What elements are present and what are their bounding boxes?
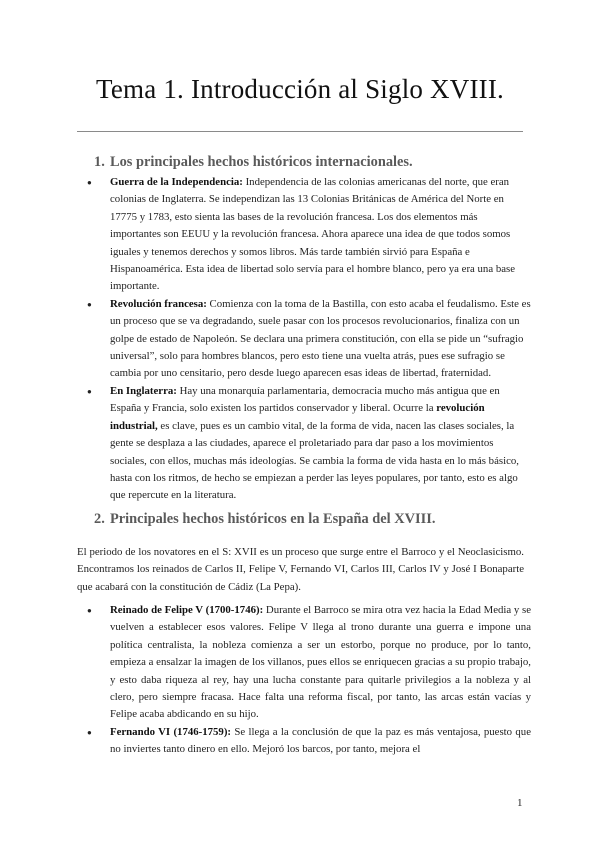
section-2-title: Principales hechos históricos en la España del XVIII. (110, 511, 436, 527)
list-item (81, 602, 531, 724)
section-1-list (81, 174, 531, 505)
section-2-number: 2. (94, 511, 105, 527)
item-text: Durante el Barroco se mira otra vez hacia la Edad Media y se vuelven a establecer esos valores. Felipe V llega al trono durante una guerra e impone una política centralista, la nobleza comienza a ser un estorbo, porque no produce, por lo tanto, empieza a ensalzar la imagen de los villanos, pues ellos se enriquecen gracias a su propio trabajo, y esto daba riqueza al rey, hay una lucha constante para quitarle privilegios a la nobleza y al clero, pero siempre fracasa. Hace falta una reforma fiscal, por tanto, las arcas están vacías y Felipe acaba abdicando en su hijo. (110, 604, 531, 721)
item-term: Revolución francesa: (110, 297, 207, 310)
item-term: Reinado de Felipe V (1700-1746): (110, 604, 264, 616)
title-divider (77, 131, 523, 132)
section-2-intro: El periodo de los novatores en el S: XVII es un proceso que surge entre el Barroco y el Neoclasicismo. Encontramos los reinados de Carlos II, Felipe V, Fernando VI, Carlos III, Carlos IV y José I Bonaparte que acabará con la constitución de Cádiz (La Pepa). (77, 546, 524, 593)
item-term: Guerra de la Independencia: (110, 176, 243, 188)
section-1-number: 1. (94, 154, 105, 170)
item-text: Independencia de las colonias americanas del norte, que eran colonias de Inglaterra. Se independizan las 13 Colonias Británicas de América del Norte en 17775 y 1783, esto sienta las bases de la revolución francesa. Los dos elementos más importantes son EEUU y la revolución francesa. Ahora aparece una idea de que todos somos iguales y tenemos derechos y somos libros. Más tarde también sirvió para España e Hispanoamérica. Esta idea de libertad solo servía para el hombre blanco, pero ya era una base importante. (110, 176, 516, 293)
list-item (81, 174, 531, 296)
page-number: 1 (517, 797, 523, 809)
section-1-heading (94, 154, 413, 171)
item-text: Comienza con la toma de la Bastilla, con esto acaba el feudalismo. Este es un proceso que se va degradando, suele pasar con los procesos revolucionarios, finaliza con un golpe de estado de Napoleón. Se declara una primera constitución, con ella se pide un “sufragio universal”, solo para hombres blancos, pero esto tiene una vuelta atrás, pues ese sufragio se cambia por uno censitario, pero desde luego aparecen esas ideas de libertad, fraternidad. (110, 297, 531, 380)
item-term: En Inglaterra: (110, 384, 177, 397)
section-2-list (81, 602, 531, 759)
list-item (81, 724, 531, 759)
item-term-inline: revolución industrial, (110, 402, 485, 432)
item-text: Hay una monarquía parlamentaria, democracia mucho más antigua que en España y Francia, solo existen los partidos conservador y liberal. Ocurre la (110, 384, 500, 415)
section-1-title: Los principales hechos históricos internacionales. (110, 154, 413, 170)
page-title: Tema 1. Introducción al Siglo XVIII. (96, 74, 504, 104)
list-item (81, 296, 531, 383)
list-item (81, 383, 531, 505)
section-2-heading (94, 511, 435, 528)
item-term: Fernando VI (1746-1759): (110, 725, 232, 738)
item-text: es clave, pues es un cambio vital, de la forma de vida, nacen las clases sociales, la gente se desplaza a las ciudades, aparece el proletariado para dar paso a los movimientos sociales, con ellos, muchas más ideologías. Se cambia la forma de vida hasta en lo más básico, hasta con los ritmos, de hecho se empiezan a perder las leyes populares, por tanto, esto es algo que repercute en la literatura. (110, 419, 519, 502)
item-text: Se llega a la conclusión de que la paz es más ventajosa, puesto que no inviertes tanto dinero en ello. Mejoró los barcos, por tanto, mejora el (110, 725, 531, 756)
